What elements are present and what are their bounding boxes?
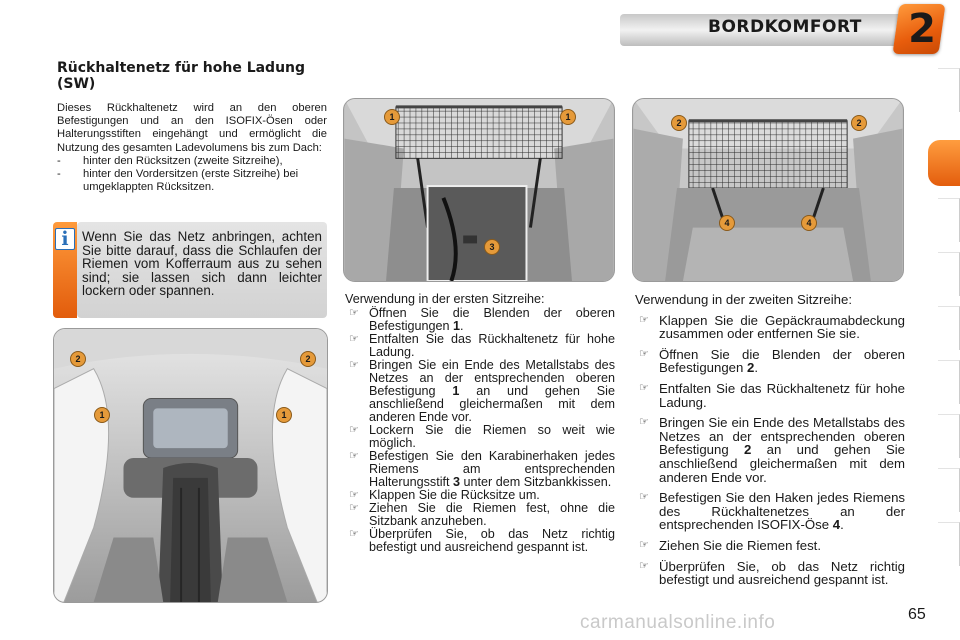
pointing-hand-icon: ☞	[349, 333, 359, 345]
instruction-step	[345, 502, 615, 528]
step-text-tail: .	[840, 517, 844, 533]
pointing-hand-icon: ☞	[349, 489, 359, 501]
chapter-tabs	[930, 68, 960, 578]
step-text: Entfalten Sie das Rückhaltenetz für hohe Ladung.	[369, 332, 615, 359]
first-row-illustration	[344, 99, 614, 281]
instruction-step	[635, 539, 905, 553]
step-text: Öffnen Sie die Blenden der oberen Befestigungen	[659, 346, 905, 376]
chapter-title: BORDKOMFORT	[708, 17, 862, 37]
instruction-step	[345, 333, 615, 359]
figure-marker: 1	[276, 407, 292, 423]
second-row-title: Verwendung in der zweiten Sitzreihe:	[635, 292, 852, 307]
step-text-tail: unter dem Sitzbankkissen.	[460, 475, 612, 489]
step-text: Bringen Sie ein Ende des Metallstabs des Netzes an der entsprechenden oberen Befestigung	[659, 415, 905, 458]
instruction-step	[345, 359, 615, 424]
figure-marker: 3	[484, 239, 500, 255]
chapter-tab[interactable]	[938, 360, 960, 404]
pointing-hand-icon: ☞	[639, 347, 649, 360]
second-row-figure	[632, 98, 904, 282]
figure-marker: 1	[384, 109, 400, 125]
pointing-hand-icon: ☞	[349, 528, 359, 540]
instruction-step	[345, 424, 615, 450]
info-icon: i	[55, 228, 75, 250]
chapter-tab[interactable]	[938, 468, 960, 512]
intro-list-item: - hinter den Rücksitzen (zweite Sitzreihe),	[57, 155, 327, 168]
figure-marker: 1	[94, 407, 110, 423]
step-reference: 2	[743, 442, 752, 458]
step-text: Überprüfen Sie, ob das Netz richtig befestigt und ausreichend gespannt ist.	[659, 558, 905, 588]
chapter-tab-active[interactable]	[928, 140, 960, 186]
step-reference: 4	[832, 517, 841, 533]
figure-marker: 2	[671, 115, 687, 131]
pointing-hand-icon: ☞	[639, 381, 649, 394]
figure-marker: 4	[719, 215, 735, 231]
chapter-tab[interactable]	[938, 198, 960, 242]
step-reference: 1	[452, 384, 460, 398]
step-text-tail: .	[754, 360, 759, 376]
info-text: Wenn Sie das Netz anbringen, achten Sie bitte darauf, dass die Schlaufen der Riemen vom Kofferraum aus zu sehen sind; sie lassen sich dann leichter lockern oder spannen.	[82, 229, 322, 299]
chapter-number: 2	[908, 6, 936, 52]
instruction-step	[635, 491, 905, 532]
intro-list	[57, 155, 327, 195]
step-text: Befestigen Sie den Haken jedes Riemens des Rückhaltenetzes an der entsprechenden ISOFIX-Öse	[659, 490, 905, 533]
pointing-hand-icon: ☞	[639, 416, 649, 429]
pointing-hand-icon: ☞	[639, 491, 649, 504]
figure-marker: 4	[801, 215, 817, 231]
intro-text: Dieses Rückhaltenetz wird an den oberen Befestigungen und an den ISOFIX-Ösen oder Halterungsstiften eingehängt und ermöglicht die Nutzung des gesamten Ladevolumens bis zum Dach:	[57, 102, 327, 154]
pointing-hand-icon: ☞	[639, 313, 649, 326]
step-text: Bringen Sie ein Ende des Metallstabs des Netzes an der entsprechenden oberen Befestigung	[369, 358, 615, 398]
first-row-instructions	[345, 293, 615, 554]
chapter-tab[interactable]	[938, 68, 960, 112]
pointing-hand-icon: ☞	[639, 559, 649, 572]
page-number: 65	[908, 606, 926, 623]
pointing-hand-icon: ☞	[349, 450, 359, 462]
watermark: carmanualsonline.info	[580, 612, 776, 633]
step-text-tail: an und gehen Sie anschließend gleichermaßen mit dem anderen Ende vor.	[659, 442, 905, 485]
step-text: Klappen Sie die Gepäckraumabdeckung zusammen oder entfernen Sie sie.	[659, 312, 905, 342]
pointing-hand-icon: ☞	[349, 502, 359, 514]
step-text: Ziehen Sie die Riemen fest, ohne die Sitzbank anzuheben.	[369, 501, 615, 528]
figure-marker: 2	[70, 351, 86, 367]
instruction-step	[345, 528, 615, 554]
pointing-hand-icon: ☞	[349, 307, 359, 319]
page-header	[0, 0, 960, 60]
step-text-tail: .	[460, 319, 464, 333]
instruction-step	[635, 416, 905, 484]
step-reference: 2	[747, 360, 755, 376]
pointing-hand-icon: ☞	[349, 359, 359, 371]
step-text: Entfalten Sie das Rückhaltenetz für hohe Ladung.	[659, 380, 905, 410]
second-row-steps	[635, 314, 905, 587]
instruction-step	[635, 560, 905, 587]
step-text-tail: an und gehen Sie anschließend gleichermaßen mit dem anderen Ende vor.	[369, 384, 615, 424]
instruction-step	[635, 348, 905, 375]
section-title: Rückhaltenetz für hohe Ladung (SW)	[57, 60, 306, 92]
instruction-step	[345, 307, 615, 333]
instruction-step	[345, 450, 615, 489]
step-text: Klappen Sie die Rücksitze um.	[369, 488, 540, 502]
figure-marker: 2	[300, 351, 316, 367]
first-row-steps	[345, 307, 615, 554]
pointing-hand-icon: ☞	[639, 538, 649, 551]
interior-figure	[53, 328, 328, 603]
chapter-tab[interactable]	[938, 306, 960, 350]
step-text: Befestigen Sie den Karabinerhaken jedes Riemens am entsprechenden Halterungsstift	[369, 449, 615, 489]
instruction-step	[635, 314, 905, 341]
chapter-tab[interactable]	[938, 414, 960, 458]
step-text: Öffnen Sie die Blenden der oberen Befestigungen	[369, 306, 615, 333]
second-row-instructions	[635, 293, 905, 587]
intro-paragraph	[57, 102, 327, 194]
step-text: Lockern Sie die Riemen so weit wie möglich.	[369, 423, 615, 450]
chapter-tab[interactable]	[938, 522, 960, 566]
step-reference: 1	[453, 319, 461, 333]
step-text: Ziehen Sie die Riemen fest.	[659, 537, 821, 553]
chapter-tab[interactable]	[938, 252, 960, 296]
intro-list-item: - hinter den Vordersitzen (erste Sitzreihe) bei umgeklappten Rücksitzen.	[57, 168, 327, 194]
figure-marker: 1	[560, 109, 576, 125]
figure-marker: 2	[851, 115, 867, 131]
interior-illustration	[54, 329, 327, 602]
first-row-figure	[343, 98, 615, 282]
step-reference: 3	[453, 475, 461, 489]
instruction-step	[635, 382, 905, 409]
pointing-hand-icon: ☞	[349, 424, 359, 436]
step-text: Überprüfen Sie, ob das Netz richtig befestigt und ausreichend gespannt ist.	[369, 527, 615, 554]
first-row-title: Verwendung in der ersten Sitzreihe:	[345, 292, 545, 306]
